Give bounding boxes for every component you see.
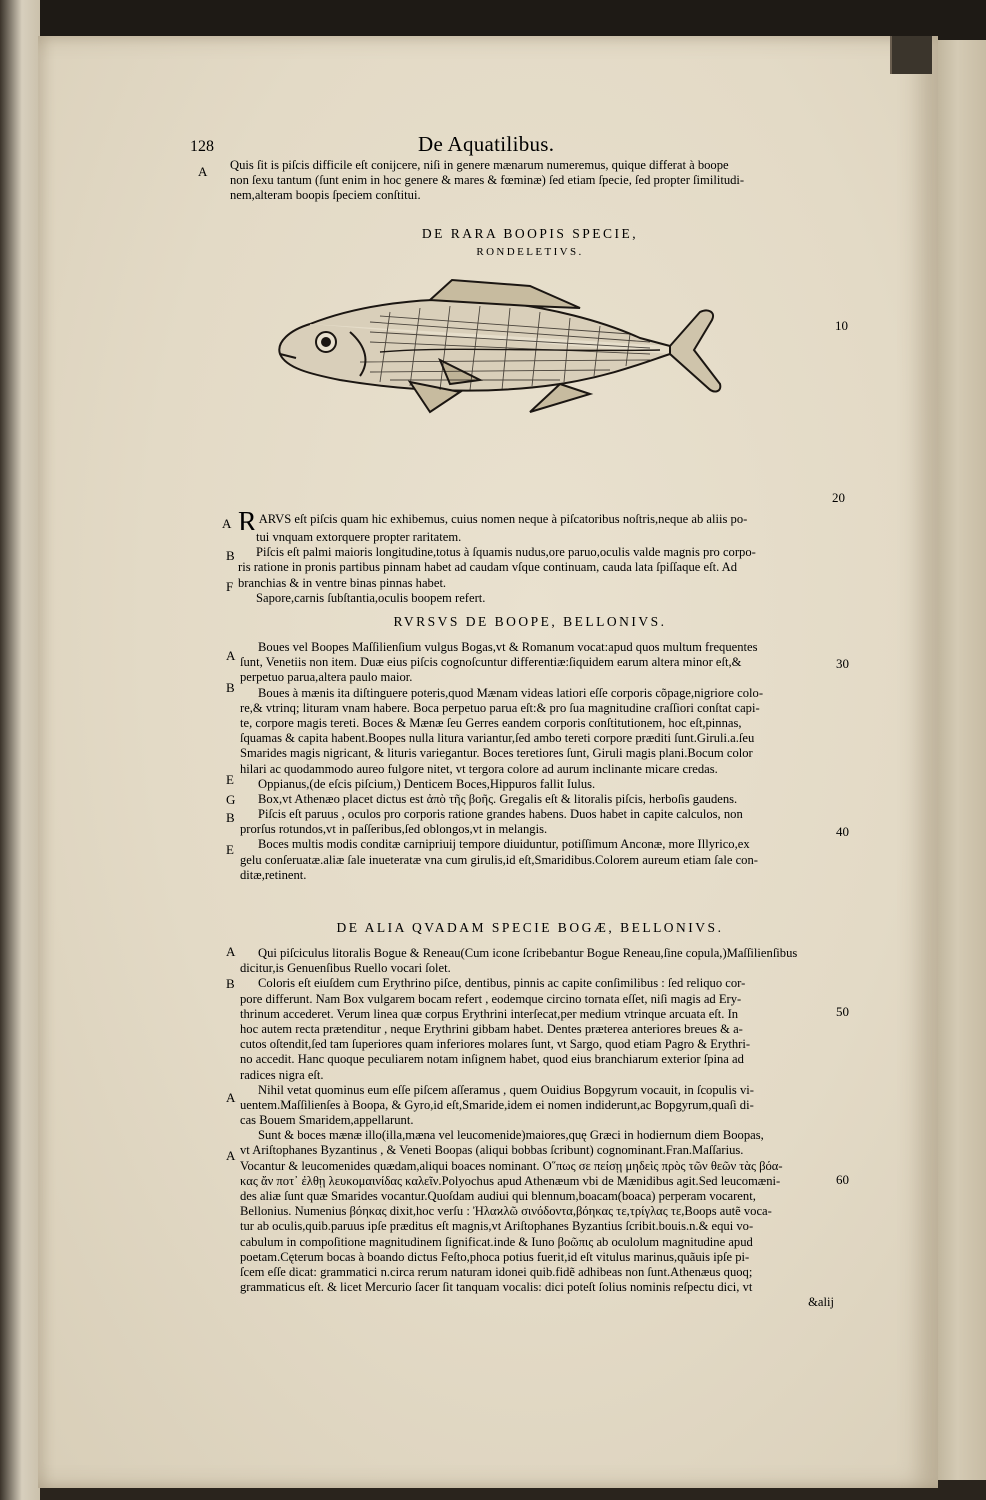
text-line: uentem.Maſſilienſes à Boopa, & Gyro,id eſt,Smaride,idem ei nomen indiderunt,ac Bopgyrum,quaſi di- [240, 1097, 754, 1112]
page-number: 128 [190, 138, 214, 155]
margin-letter: A [226, 944, 236, 959]
text-line: hoc autem recta prætenditur , neque Erythrini gibbam habet. Dentes præterea anteriores breues & a- [240, 1021, 743, 1036]
text-line: Box,vt Athenæo placet dictus est ἀπὸ τῆς βοῆς. Gregalis eſt & litoralis piſcis, herboſis gaudens. [258, 791, 738, 806]
next-page-edge [934, 40, 986, 1480]
text-line: branchias & in ventre binas pinnas habet. [238, 575, 447, 590]
text-line: ſcem eſſe dicat: grammatici n.circa rerum naturam idonei quib.fidẽ adhibeas non ſunt.Athenæus quoq; [240, 1264, 753, 1279]
section-title-rursus-de-boope: RVRSVS DE BOOPE, BELLONIVS. [393, 614, 667, 629]
text-line: Sunt & boces mænæ illo(illa,mæna vel leucomenide)maiores,quę Græci in hodiernum diem Boopas, [258, 1128, 764, 1143]
line-number: 60 [836, 1172, 849, 1187]
margin-letter: E [226, 842, 234, 857]
margin-letter: B [226, 810, 235, 825]
text-line: radices nigra eſt. [240, 1067, 324, 1082]
text-line: no accedit. Hanc quoque peculiarem notam inſignem habet, quod eius branchiarum exterior ſpina ad [240, 1052, 744, 1067]
section3-text [240, 946, 834, 1311]
line-number: 40 [836, 824, 849, 839]
text-line: κας ἄν ποτ᾽ ἐλθῃ λευκομαινίδας καλεῖν.Polyochus apud Athenæum vbi de Mænidibus agit.Sed leucomæni- [240, 1173, 781, 1188]
line-number: 30 [836, 656, 849, 671]
text-line: Coloris eſt eiuſdem cum Erythrino piſce, dentibus, pinnis ac capite conſimilibus : ſed reliquo cor- [258, 976, 746, 991]
line-number: 10 [835, 318, 848, 333]
running-title: De Aquatilibus. [418, 132, 555, 156]
text-line: gelu conſeruatæ.aliæ ſale inueteratæ vna cum girulis,id eſt,Smaridibus.Colorem aureum etiam ſale con- [240, 852, 758, 867]
text-line [238, 512, 836, 530]
section-author-rondeletius: RONDELETIVS. [476, 246, 584, 258]
section-title-de-alia-specie-bogae: DE ALIA QVADAM SPECIE BOGÆ, BELLONIVS. [336, 920, 724, 935]
text-line: nem,alteram boopis ſpeciem conſtitui. [230, 188, 421, 203]
left-page-edge [0, 0, 40, 1500]
fish-woodcut [279, 280, 720, 412]
text-line: ditæ,retinent. [240, 867, 307, 882]
text-line: dicitur,is Genuenſibus Ruello vocari ſolet. [240, 961, 451, 976]
text-line: Piſcis eſt paruus , oculos pro corporis ratione grandes habens. Duos habet in capite calculos, non [258, 807, 743, 822]
margin-letter: A [198, 164, 208, 179]
text-line: des aliæ ſunt quæ Smarides vocantur.Quoſdam audiui qui blennum,boacam(boaca) perperam vocarent, [240, 1189, 756, 1203]
text-line: Sapore,carnis ſubſtantia,oculis boopem refert. [256, 590, 486, 605]
margin-letter: A [226, 648, 236, 663]
text-line: perpetuo parua,altera paulo maior. [240, 670, 413, 685]
text-line: Piſcis eſt palmi maioris longitudine,totus à ſquamis nudus,ore paruo,oculis valde magnis pro corpo- [256, 545, 756, 560]
text-line: Smarides magis nigricant, & lituris variegantur. Boces teretiores ſunt, Giruli magis plani.Bocum color [240, 746, 753, 761]
margin-letter: G [226, 792, 236, 807]
text-line: te, corpore magis tereti. Boces & Mænæ ſeu Gerres eandem corporis conſtitutionem, hoc eſt,pinnas, [240, 715, 742, 730]
text-line: cabulum in compoſitione magnitudinem ſignificat.inde & Iuno βοῶπις ab oculolum magnitudine apud [240, 1234, 753, 1249]
margin-letter: E [226, 772, 234, 787]
scan-background-top [0, 0, 986, 40]
text-line: Boces multis modis conditæ carnipriuij tempore diuiduntur, potiſſimum Anconæ, more Illyrico,ex [258, 837, 750, 852]
margin-letter: B [226, 548, 235, 563]
fish-woodcut-illustration [230, 272, 750, 442]
margin-letter: A [226, 1090, 236, 1105]
text-line: cutos oſtendit,ſed tam ſuperiores quam inferiores molares ſunt, vt Sargo, quod etiam Pagro & Erythri- [240, 1037, 751, 1052]
text-line: pore differunt. Nam Box vulgarem bocam refert , eodemque circino tornata eſſet, niſi magis ad Ery- [240, 991, 742, 1006]
text-line: Quis ſit is piſcis difficile eſt conijcere, niſi in genere mænarum numeremus, quique differat à boope [230, 158, 729, 172]
text-line: hilari ac quodammodo aureo fulgore nitet, vt tergora colore ad aurum inclinante micare credas. [240, 761, 718, 776]
text-line: thrinum accederet. Verum linea quæ corpus Erythrini interſecat,per medium vtrinque arcuata eſt. In [240, 1006, 739, 1021]
text-line: Boues à mænis ita diſtinguere poteris,quod Mænam videas latiori eſſe corporis cõpage,nigriore colo- [258, 685, 764, 700]
text-line: cas Bouem Smaridem,appellarunt. [240, 1113, 414, 1128]
text-line: ris ratione in pronis partibus pinnam habet ad caudam vſque continuam, cauda lata ſpiſſaque eſt. Ad [238, 560, 738, 575]
intro-paragraph [230, 158, 830, 204]
text-line: ſquamas & capita habent.Boopes nulla litura variantur,ſed ambo tereti corpore præditi ſunt.Giruli.a.ſeu [240, 731, 755, 746]
text-line: Oppianus,(de eſcis piſcium,) Denticem Boces,Hippuros fallit Iulus. [258, 776, 596, 791]
text-line: Vocantur & leucomenides quædam,aliqui boaces nominant. Ο῞πως σε πείσῃ μηδεὶς πρὸς τῶν θεῶν τὰς βόα- [240, 1158, 783, 1173]
text-line: Qui piſciculus litoralis Bogue & Reneau(Cum icone ſcribebantur Bogue Reneau,ſine copula,)Maſſilienſibus [258, 946, 798, 960]
text-line: ſunt, Venetiis non item. Duæ eius piſcis cognoſcuntur differentiæ:ſiquidem earum altera minor eſt,& [240, 655, 742, 670]
text-line: non ſexu tantum (ſunt enim in hoc genere & mares & fœminæ) ſed etiam ſpecie, ſed propter ſimilitudi- [230, 173, 745, 188]
margin-letter: B [226, 680, 235, 695]
text-line: tui vnquam extorquere propter raritatem. [256, 530, 462, 544]
text-line: poetam.Cęterum bocas à boando dictus Feſto,phoca potius fuerit,id eſt vitulus marinus,quãuis ipſe pi- [240, 1249, 750, 1264]
text-line: vt Ariſtophanes Byzantinus , & Veneti Boopas (aliqui bobbas ſcribunt) cognominant.Fran.Maſſarius. [240, 1143, 744, 1158]
text-line: Bellonius. Numenius βόηκας dixit,hoc verſu : Ἠλαϰλῶ σινόδοντα,βόηκας τε,τρίγλας τε,Boops autẽ voca- [240, 1204, 772, 1219]
section1-text [238, 512, 836, 606]
text-line: Nihil vetat quominus eum eſſe piſcem aſſeramus , quem Ouidius Bopgyrum vocauit, in ſcopulis vi- [258, 1082, 754, 1097]
text-line: re,& vtrinq; lituram vnam habere. Boca perpetuo parua eſt:& pro ſua magnitudine craſſiori conſtat capi- [240, 700, 760, 715]
text-line: grammaticus eſt. & licet Mercurio ſacer ſit tanquam vocalis: dici poteſt ſolius nominis reſpectu dici, vt [240, 1280, 753, 1295]
drop-initial: R [238, 512, 257, 530]
margin-letter: B [226, 976, 235, 991]
text-line-content: ARVS eſt piſcis quam hic exhibemus, cuius nomen neque à piſcatoribus noſtris,neque ab aliis po- [258, 512, 748, 526]
text-line: tur ab oculis,quib.paruus ipſe præditus eſt magnis,vt Ariſtophanes Byzantius ſcribit.bouis.n.& equi vo- [240, 1219, 754, 1234]
catchword: &alij [808, 1295, 834, 1310]
margin-letter: F [226, 579, 234, 594]
text-line: Boues vel Boopes Maſſilienſium vulgus Bogas,vt & Romanum vocat:apud quos multum frequentes [258, 640, 758, 654]
text-line: prorſus rotundos,vt in paſſeribus,ſed oblongos,vt in melangis. [240, 822, 548, 837]
margin-letter: A [222, 516, 232, 531]
line-number: 50 [836, 1004, 849, 1019]
section-title-rara-boopis: DE RARA BOOPIS SPECIE, [421, 226, 639, 241]
margin-letter: A [226, 1148, 236, 1163]
section2-text [240, 640, 834, 883]
corner-tab [890, 36, 932, 74]
line-number: 20 [832, 490, 845, 505]
